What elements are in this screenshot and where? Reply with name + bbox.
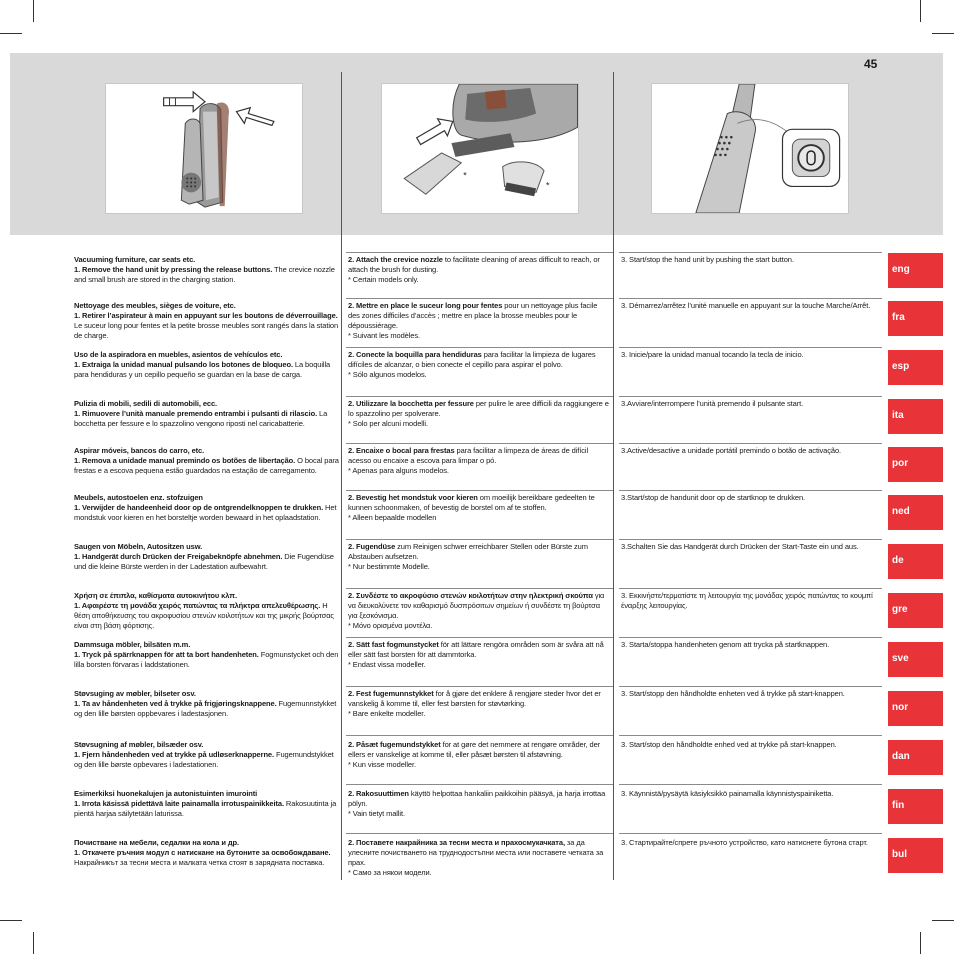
step-bold: 2. Conecte la boquilla para hendiduras [348, 350, 482, 359]
step-text: Fogmunstycket och den lilla borsten förvaras i laddstationen. [74, 650, 339, 669]
step1-text [74, 689, 340, 719]
row-separator [619, 396, 882, 397]
step-text: Le suceur long pour fentes et la petite brosse meubles sont rangés dans la station de charge. [74, 321, 339, 340]
row-separator [346, 252, 613, 253]
step-text: Die Fugendüse und die kleine Bürste werden in der Ladestation aufbewahrt. [74, 552, 334, 571]
step-bold: 1. Retirer l’aspirateur à main en appuyant sur les boutons de déverrouillage. [74, 311, 338, 320]
section-title: Nettoyage des meubles, sièges de voiture, etc. [74, 301, 236, 310]
step2-text [348, 399, 610, 429]
step-bold: 1. Handgerät durch Drücken der Freigabeknöpfe abnehmen. [74, 552, 283, 561]
step-bold: 2. Sätt fast fogmunstycket [348, 640, 439, 649]
model-note: * Endast vissa modeller. [348, 660, 426, 669]
step3-text: 3. Εκκινήστε/τερματίστε τη λειτουργία της μονάδας χειρός πατώντας το κουμπί έναρξης λειτουργίας. [621, 591, 873, 610]
row-separator [619, 252, 882, 253]
step3-text: 3. Käynnistä/pysäytä käsiyksikkö painamalla käynnistyspainiketta. [621, 789, 834, 798]
language-tab-fra: fra [888, 301, 943, 336]
row-separator [346, 347, 613, 348]
step-bold: 2. Fugendüse [348, 542, 396, 551]
language-tab-sve: sve [888, 642, 943, 677]
model-note: * Solo per alcuni modelli. [348, 419, 428, 428]
step-bold: 1. Откачете ръчния модул с натискане на бутоните за освобождаване. [74, 848, 331, 857]
step3-text: 3.Avviare/interrompere l’unità premendo il pulsante start. [621, 399, 804, 408]
step2-text [348, 591, 610, 631]
step-text: for at gøre det nemmere at rengøre områder, der ellers er vanskelige at komme til, eller påsæt børsten til afstøvning. [348, 740, 601, 759]
row-separator [346, 298, 613, 299]
row-separator [619, 686, 882, 687]
language-tab-nor: nor [888, 691, 943, 726]
crop-mark [0, 920, 22, 921]
row-separator [619, 735, 882, 736]
step-text: για να διευκολύνετε τον καθαρισμό δυσπρόσιτων σημείων ή συνδέστε τη βούρτσα για ξεσκόνισμα. [348, 591, 605, 620]
step3-text: 3.Start/stop de handunit door op de startknop te drukken. [621, 493, 806, 502]
step1-text [74, 542, 340, 572]
section-title: Pulizia di mobili, sedili di automobili, ecc. [74, 399, 218, 408]
model-note: * Apenas para alguns modelos. [348, 466, 449, 475]
step-text: La bocchetta per fessure e lo spazzolino vengono riposti nel caricabatterie. [74, 409, 328, 428]
section-title: Støvsugning af møbler, bilsæder osv. [74, 740, 204, 749]
step-bold: 2. Bevestig het mondstuk voor kieren [348, 493, 478, 502]
step2-text [348, 255, 610, 285]
step-text: per pulire le aree difficili da raggiungere e lo spazzolino per spolverare. [348, 399, 609, 418]
section-title: Aspirar móveis, bancos do carro, etc. [74, 446, 205, 455]
row-separator [346, 686, 613, 687]
crop-mark [33, 0, 34, 22]
crop-mark [0, 33, 22, 34]
step-bold: 1. Tryck på spärrknappen för att ta bort handenheten. [74, 650, 259, 659]
page-number: 45 [864, 57, 878, 71]
step-text: Fugemundstykket og den lille børste opbevares i ladestationen. [74, 750, 334, 769]
language-tab-por: por [888, 447, 943, 482]
step-bold: 2. Encaixe o bocal para frestas [348, 446, 455, 455]
step2-text [348, 542, 610, 572]
step3-text: 3. Démarrez/arrêtez l’unité manuelle en appuyant sur la touche Marche/Arrêt. [621, 301, 871, 310]
row-separator [619, 298, 882, 299]
step2-text [348, 789, 610, 819]
language-tab-dan: dan [888, 740, 943, 775]
row-separator [619, 588, 882, 589]
section-title: Støvsuging av møbler, bilseter osv. [74, 689, 196, 698]
model-note: * Vain tietyt mallit. [348, 809, 405, 818]
model-note: * Само за някои модели. [348, 868, 432, 877]
step-text: Rakosuutinta ja pientä harjaa säilytetään laturissa. [74, 799, 337, 818]
section-title: Esimerkiksi huonekalujen ja autonistuinten imurointi [74, 789, 258, 798]
row-separator [346, 588, 613, 589]
step-text: La boquilla para hendiduras y un cepillo pequeño se guardan en la base de carga. [74, 360, 331, 379]
crop-mark [920, 0, 921, 22]
step3-text: 3. Start/stop the hand unit by pushing the start button. [621, 255, 794, 264]
language-tab-gre: gre [888, 593, 943, 628]
step1-text [74, 591, 340, 631]
step3-text: 3. Start/stopp den håndholdte enheten ved å trykke på start-knappen. [621, 689, 845, 698]
step2-text [348, 740, 610, 770]
step-text: to facilitate cleaning of areas difficult to reach, or attach the brush for dusting. [348, 255, 600, 274]
section-title: Uso de la aspiradora en muebles, asientos de vehículos etc. [74, 350, 283, 359]
step-text: Het mondstuk voor kieren en het borsteltje worden bewaard in het oplaadstation. [74, 503, 337, 522]
step-bold: 2. Utilizzare la bocchetta per fessure [348, 399, 474, 408]
row-separator [619, 784, 882, 785]
row-separator [619, 490, 882, 491]
row-separator [619, 539, 882, 540]
step-bold: 1. Irrota käsissä pidettävä laite painamalla irrotuspainikkeita. [74, 799, 284, 808]
model-note: * Kun visse modeller. [348, 760, 416, 769]
language-tab-de: de [888, 544, 943, 579]
footnote-mark: * [545, 180, 550, 191]
step-bold: 1. Ta av håndenheten ved å trykke på frigjøringsknappene. [74, 699, 277, 708]
language-tab-eng: eng [888, 253, 943, 288]
step-text: käyttö helpottaa hankaliin paikkoihin pääsyä, ja harja irrottaa pölyn. [348, 789, 606, 808]
step2-text [348, 838, 610, 878]
step-text: O bocal para frestas e a escova pequena estão guardados na estação de carregamento. [74, 456, 339, 475]
section-title: Χρήση σε έπιπλα, καθίσματα αυτοκινήτου κλπ. [74, 591, 237, 600]
section-title: Dammsuga möbler, bilsäten m.m. [74, 640, 191, 649]
step3-text: 3. Starta/stoppa handenheten genom att trycka på startknappen. [621, 640, 830, 649]
step3-text: 3.Schalten Sie das Handgerät durch Drücken der Start-Taste ein und aus. [621, 542, 859, 551]
section-title: Meubels, autostoelen enz. stofzuigen [74, 493, 203, 502]
step-bold: 1. Rimuovere l’unità manuale premendo entrambi i pulsanti di rilascio. [74, 409, 318, 418]
step-text: for å gjøre det enklere å rengjøre steder hvor det er vanskelig å komme til, eller fest børsten for støvtørking. [348, 689, 601, 708]
illustration-release-hand-unit [105, 83, 303, 214]
step2-text [348, 689, 610, 719]
hand-vacuum-release-icon [106, 84, 302, 213]
step-bold: 1. Extraiga la unidad manual pulsando los botones de bloqueo. [74, 360, 293, 369]
row-separator [346, 735, 613, 736]
step3-text: 3. Inicie/pare la unidad manual tocando la tecla de inicio. [621, 350, 804, 359]
step3-text: 3. Start/stop den håndholdte enhed ved at trykke på start-knappen. [621, 740, 837, 749]
column-divider [341, 72, 342, 880]
step1-text [74, 740, 340, 770]
step2-text [348, 446, 610, 476]
step-text: Накрайникът за тесни места и малката четка стоят в зарядната поставка. [74, 858, 325, 867]
step-bold: 1. Verwijder de handeenheid door op de ontgrendelknoppen te drukken. [74, 503, 324, 512]
section-title: Saugen von Möbeln, Autositzen usw. [74, 542, 203, 551]
language-tab-ned: ned [888, 495, 943, 530]
step-text: за да улесните почистването на труднодостъпни места или поставете четката за прах. [348, 838, 604, 867]
step-bold: 2. Mettre en place le suceur long pour fentes [348, 301, 503, 310]
step-bold: 1. Remova a unidade manual premindo os botões de libertação. [74, 456, 296, 465]
step-text: para facilitar a limpeza de áreas de difícil acesso ou encaixe a escova para limpar o pó. [348, 446, 589, 465]
step1-text [74, 301, 340, 341]
row-separator [346, 784, 613, 785]
language-tab-fin: fin [888, 789, 943, 824]
step1-text [74, 399, 340, 429]
step-bold: 2. Συνδέστε το ακροφύσιο στενών κοιλοτήτων στην ηλεκτρική σκούπα [348, 591, 593, 600]
row-separator [619, 443, 882, 444]
step-text: pour un nettoyage plus facile des zones difficiles d’accès ; mettre en place la brosse meubles pour le dépoussiérage. [348, 301, 598, 330]
row-separator [346, 539, 613, 540]
model-note: * Nur bestimmte Modelle. [348, 562, 430, 571]
row-separator [619, 637, 882, 638]
crop-mark [920, 932, 921, 954]
illustration-start-button [651, 83, 849, 214]
start-button-icon [652, 84, 848, 213]
step-bold: 2. Rakosuuttimen [348, 789, 409, 798]
step-bold: 1. Fjern håndenheden ved at trykke på udløserknapperne. [74, 750, 274, 759]
language-tab-ita: ita [888, 399, 943, 434]
model-note: * Sólo algunos modelos. [348, 370, 427, 379]
section-title: Почистване на мебели, седалки на кола и др. [74, 838, 239, 847]
model-note: * Certain models only. [348, 275, 419, 284]
model-note: * Μόνο ορισμένα μοντέλα. [348, 621, 433, 630]
step-text: para facilitar la limpieza de lugares difíciles de alcanzar, o bien conecte el cepillo para aspirar el polvo. [348, 350, 596, 369]
row-separator [346, 396, 613, 397]
step-bold: 2. Fest fugemunnstykket [348, 689, 434, 698]
crop-mark [33, 932, 34, 954]
step2-text [348, 640, 610, 670]
step2-text [348, 350, 610, 380]
step1-text [74, 640, 340, 670]
step1-text [74, 493, 340, 523]
step-bold: 2. Attach the crevice nozzle [348, 255, 443, 264]
column-divider [613, 72, 614, 880]
crop-mark [932, 33, 954, 34]
step-bold: 1. Αφαιρέστε τη μονάδα χειρός πατώντας τα πλήκτρα απελευθέρωσης. [74, 601, 321, 610]
step2-text [348, 493, 610, 523]
model-note: * Bare enkelte modeller. [348, 709, 426, 718]
section-title: Vacuuming furniture, car seats etc. [74, 255, 196, 264]
step3-text: 3. Стартирайте/спрете ръчното устройство, като натиснете бутона старт. [621, 838, 868, 847]
step-text: The crevice nozzle and small brush are stored in the charging station. [74, 265, 335, 284]
row-separator [346, 637, 613, 638]
row-separator [619, 347, 882, 348]
step-text: för att lättare rengöra områden som är svåra att nå eller sätt fast borsten för att dammtorka. [348, 640, 604, 659]
step2-text [348, 301, 610, 341]
model-note: * Suivant les modèles. [348, 331, 421, 340]
footnote-mark: * [463, 170, 467, 181]
step1-text [74, 255, 340, 285]
row-separator [346, 833, 613, 834]
row-separator [346, 443, 613, 444]
row-separator [346, 490, 613, 491]
step1-text [74, 838, 340, 868]
language-tab-esp: esp [888, 350, 943, 385]
language-tab-bul: bul [888, 838, 943, 873]
step-text: om moeilijk bereikbare gedeelten te kunnen schoonmaken, of bevestig de borstel om af te stoffen. [348, 493, 595, 512]
illustration-crevice-nozzle [381, 83, 579, 214]
step3-text: 3.Active/desactive a unidade portátil premindo o botão de activação. [621, 446, 842, 455]
step-bold: 2. Påsæt fugemundstykket [348, 740, 441, 749]
step-text: Fugemunnstykket og den lille børsten oppbevares i ladestasjonen. [74, 699, 337, 718]
row-separator [619, 833, 882, 834]
model-note: * Alleen bepaalde modellen [348, 513, 437, 522]
step1-text [74, 350, 340, 380]
step-bold: 2. Поставете накрайника за тесни места и прахосмукачката, [348, 838, 565, 847]
crevice-nozzle-icon [382, 84, 578, 213]
crop-mark [932, 920, 954, 921]
step-bold: 1. Remove the hand unit by pressing the release buttons. [74, 265, 273, 274]
step1-text [74, 789, 340, 819]
step1-text [74, 446, 340, 476]
step-text: Η θέση αποθήκευσης του ακροφυσίου στενών κοιλοτήτων και της μικρής βούρτσας είναι στη βάση φόρτισης. [74, 601, 334, 630]
step-text: zum Reinigen schwer erreichbarer Stellen oder Bürste zum Abstauben aufsetzen. [348, 542, 588, 561]
